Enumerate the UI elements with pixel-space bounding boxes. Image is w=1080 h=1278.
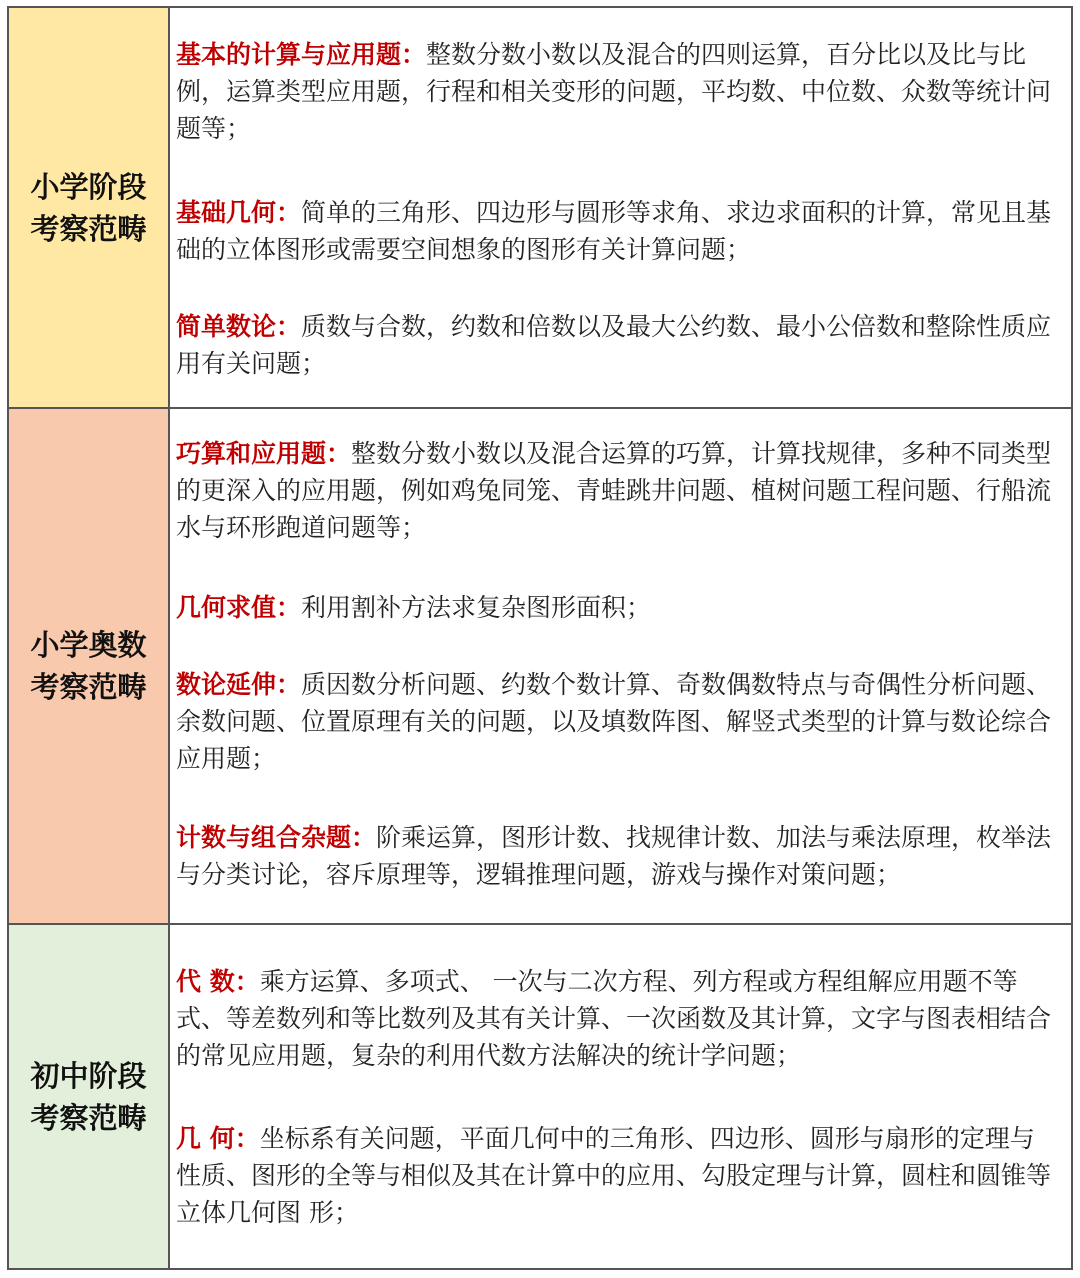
item-label: 巧算和应用题： — [176, 439, 352, 468]
item-text: 坐标系有关问题，平面几何中的三角形、四边形、圆形与扇形的定理与性质、图形的全等与相似及其在计算中的应用、勾股定理与计算，圆柱和圆锥等立体几何图 形； — [176, 1124, 1052, 1227]
list-item — [176, 308, 1057, 382]
list-item — [176, 589, 1057, 626]
list-item — [176, 36, 1057, 147]
row-header-cell — [9, 409, 170, 923]
list-item — [176, 1120, 1057, 1231]
row-header-cell — [9, 8, 170, 407]
row-content-cell — [170, 8, 1071, 407]
list-item — [176, 666, 1057, 777]
item-text: 质数与合数，约数和倍数以及最大公约数、最小公倍数和整除性质应用有关问题； — [176, 312, 1052, 378]
row-header-cell — [9, 925, 170, 1268]
item-text: 整数分数小数以及混合的四则运算，百分比以及比与比例，运算类型应用题，行程和相关变形的问题，平均数、中位数、众数等统计问题等； — [176, 40, 1052, 143]
scope-table — [7, 6, 1073, 1270]
item-label: 计数与组合杂题： — [176, 823, 377, 852]
item-text: 简单的三角形、四边形与圆形等求角、求边求面积的计算，常见且基础的立体图形或需要空间想象的图形有关计算问题； — [176, 198, 1052, 264]
list-item — [176, 435, 1057, 546]
item-label: 基础几何： — [176, 198, 302, 227]
item-text: 利用割补方法求复杂图形面积； — [301, 593, 652, 622]
row-header-title: 初中阶段 考察范畴 — [30, 1058, 147, 1135]
item-text: 整数分数小数以及混合运算的巧算，计算找规律，多种不同类型的更深入的应用题，例如鸡兔同笼、青蛙跳井问题、植树问题工程问题、行船流水与环形跑道问题等； — [176, 439, 1052, 542]
item-text: 阶乘运算，图形计数、找规律计数、加法与乘法原理，枚举法与分类讨论，容斥原理等，逻辑推理问题，游戏与操作对策问题； — [176, 823, 1052, 889]
table-row — [9, 8, 1071, 409]
list-item — [176, 963, 1057, 1074]
row-content-cell — [170, 925, 1071, 1268]
item-label: 简单数论： — [176, 312, 302, 341]
item-text: 乘方运算、多项式、 一次与二次方程、列方程或方程组解应用题不等式、等差数列和等比数列及其有关计算、一次函数及其计算，文字与图表相结合的常见应用题，复杂的利用代数方法解决的统计学问题； — [176, 967, 1052, 1070]
table-row — [9, 409, 1071, 925]
item-label: 代 数： — [176, 967, 260, 996]
table-row — [9, 925, 1071, 1268]
list-item — [176, 194, 1057, 268]
item-label: 几何求值： — [176, 593, 302, 622]
item-label: 数论延伸： — [176, 670, 302, 699]
item-text: 质因数分析问题、约数个数计算、奇数偶数特点与奇偶性分析问题、余数问题、位置原理有关的问题，以及填数阵图、解竖式类型的计算与数论综合应用题； — [176, 670, 1052, 773]
item-label: 几 何： — [176, 1124, 260, 1153]
row-header-title: 小学奥数 考察范畴 — [30, 628, 147, 704]
list-item — [176, 819, 1057, 893]
row-header-title: 小学阶段 考察范畴 — [30, 169, 147, 246]
item-label: 基本的计算与应用题： — [176, 40, 427, 69]
row-content-cell — [170, 409, 1071, 923]
